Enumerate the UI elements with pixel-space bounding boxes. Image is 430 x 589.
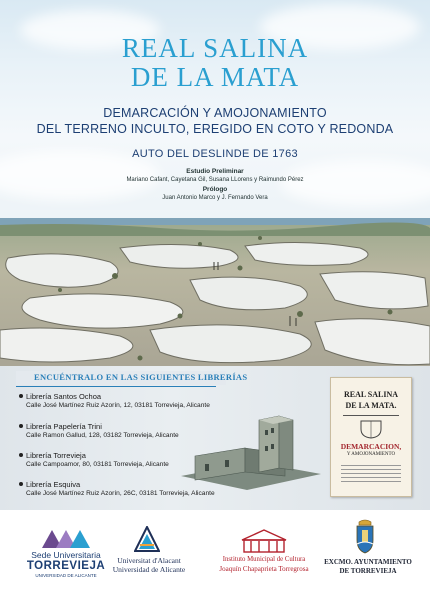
ua-line-2: Universidad de Alicante — [112, 565, 186, 574]
coat-of-arms-icon — [355, 419, 387, 439]
title-line-2: DE LA MATA — [130, 62, 300, 92]
book-cover-text-block — [341, 462, 401, 485]
estudio-heading: Estudio Preliminar — [186, 168, 244, 175]
ua-line-1: Universitat d'Alacant — [117, 556, 181, 565]
book-cover-title-1: REAL SALINA — [343, 390, 398, 399]
bookshop-name: Librería Torrevieja — [26, 451, 86, 460]
book-cover-title-3: DEMARCACION, — [340, 442, 402, 451]
book-cover-image — [330, 377, 412, 497]
bullet-icon — [19, 453, 23, 457]
bookshop-address: Calle José Martínez Ruiz Azorín, 26C, 03181 Torrevieja, Alicante — [26, 490, 215, 497]
bookshop-name: Librería Esquiva — [26, 480, 81, 489]
ayto-line-1: EXCMO. AYUNTAMIENTO — [324, 558, 412, 566]
subtitle-line-2: DEL TERRENO INCULTO, EREGIDO EN COTO Y REDONDA — [36, 122, 394, 136]
divider — [343, 415, 399, 416]
torrevieja-shield-icon — [354, 518, 376, 554]
bookshop-address: Calle Campoamor, 80, 03181 Torrevieja, Alicante — [26, 461, 169, 468]
tower-model-image — [175, 410, 323, 492]
bookshop-address: Calle José Martínez Ruiz Azorín, 12, 03181 Torrevieja, Alicante — [26, 402, 210, 409]
sede-line-3: UNIVERSIDAD DE ALICANTE — [35, 573, 97, 578]
salt-flats-illustration — [0, 218, 430, 370]
subtitle-line-1: DEMARCACIÓN Y AMOJONAMIENTO — [103, 106, 327, 120]
sede-logo-icon — [42, 530, 92, 548]
divider — [16, 386, 216, 387]
imc-line-2: Joaquín Chapaprieta Torregrosa — [219, 565, 309, 573]
bullet-icon — [19, 394, 23, 398]
imc-line-1: Instituto Municipal de Cultura — [222, 556, 306, 563]
sede-line-2: TORREVIEJA — [26, 560, 106, 572]
bookshops-title: ENCUÉNTRALO EN LAS SIGUIENTES LIBRERÍAS — [34, 372, 248, 382]
bookshops-title-box — [16, 371, 248, 385]
bookshop-item — [26, 392, 256, 409]
bullet-icon — [19, 482, 23, 486]
auto-deslinde: AUTO DEL DESLINDE DE 1763 — [132, 148, 298, 160]
title-line-1: REAL SALINA — [121, 33, 309, 63]
bookshop-address: Calle Ramon Gallud, 128, 03182 Torrevieja, Alicante — [26, 432, 179, 439]
bookshop-name: Librería Santos Ochoa — [26, 392, 102, 401]
book-cover-title-4: Y AMOJONAMIENTO — [346, 452, 396, 457]
bookshop-name: Librería Papelería Trini — [26, 422, 102, 431]
ua-logo-icon — [134, 526, 160, 552]
prologo-heading: Prólogo — [202, 186, 228, 193]
footer-logos — [0, 510, 430, 589]
estudio-names: Mariano Cafant, Cayetana Gil, Susana LLorens y Raimundo Pérez — [126, 177, 304, 183]
bullet-icon — [19, 424, 23, 428]
prologo-names: Juan Antonio Marco y J. Fernando Vera — [162, 195, 268, 201]
ayto-line-2: DE TORREVIEJA — [339, 567, 397, 575]
imc-building-icon — [238, 528, 290, 554]
sede-line-1: Sede Universitaria — [31, 550, 101, 560]
book-cover-title-2: DE LA MATA. — [345, 401, 397, 410]
